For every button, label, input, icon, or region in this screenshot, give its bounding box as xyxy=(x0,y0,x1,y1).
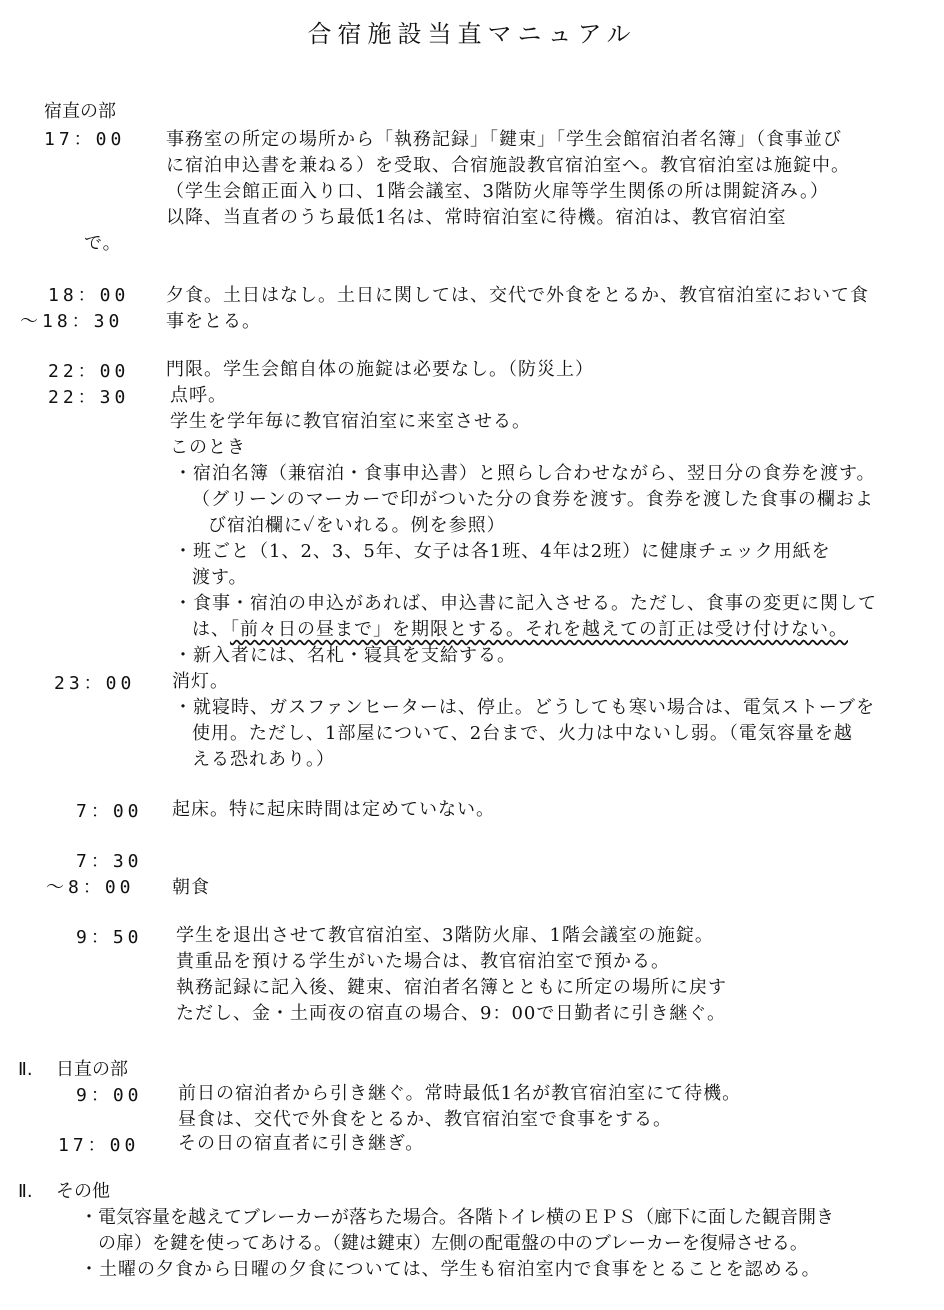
section-heading-other: その他 xyxy=(56,1181,110,1202)
time-0950: 9：50 xyxy=(76,927,143,948)
time-1800: 18：00 xyxy=(48,285,130,306)
time-0730: 7：30 xyxy=(76,851,143,872)
text-line: 夕食。土日はなし。土日に関しては、交代で外食をとるか、教官宿泊室において食 xyxy=(166,285,869,306)
bullet-item: ・土曜の夕食から日曜の夕食については、学生も宿泊室内で食事をとることを認める。 xyxy=(80,1259,821,1280)
text-line: このとき xyxy=(170,437,246,458)
text-segment: は、 xyxy=(192,619,230,640)
text-line: 点呼。 xyxy=(170,385,227,406)
text-line: 執務記録に記入後、鍵束、宿泊者名簿とともに所定の場所に戻す xyxy=(176,977,727,998)
time-0900: 9：00 xyxy=(76,1085,143,1106)
bullet-item: ・就寝時、ガスファンヒーターは、停止。どうしても寒い場合は、電気ストーブを xyxy=(174,697,876,718)
bullet-item: ・班ごと（1、2、3、5年、女子は各1班、4年は2班）に健康チェック用紙を xyxy=(174,541,831,562)
text-line: の扉）を鍵を使ってあける。（鍵は鍵束）左側の配電盤の中のブレーカーを復帰させる。 xyxy=(98,1233,808,1254)
time-2300: 23：00 xyxy=(54,673,136,694)
text-line: 消灯。 xyxy=(172,671,229,692)
section-number-day: Ⅱ. xyxy=(18,1059,33,1080)
text-line: 渡す。 xyxy=(192,567,248,588)
bullet-item: ・新入者には、名札・寝具を支給する。 xyxy=(174,645,516,666)
text-line: 昼食は、交代で外食をとるか、教官宿泊室で食事をする。 xyxy=(178,1109,672,1130)
time-2230: 22：30 xyxy=(48,387,130,408)
time-0800: ～8：00 xyxy=(46,877,135,898)
time-1830: ～18：30 xyxy=(20,311,124,332)
text-line: 前日の宿泊者から引き継ぐ。常時最低1名が教官宿泊室にて待機。 xyxy=(178,1083,742,1104)
text-line: 以降、当直者のうち最低1名は、常時宿泊室に待機。宿泊は、教官宿泊室 xyxy=(166,207,787,228)
text-line: える恐れあり。） xyxy=(192,749,335,770)
text-line: 学生を退出させて教官宿泊室、3階防火扉、1階会議室の施錠。 xyxy=(176,925,714,946)
text-line: 朝食 xyxy=(172,877,210,898)
time-1700-day: 17：00 xyxy=(58,1135,140,1156)
deadline-rule-underlined: 「前々日の昼まで」を期限とする。それを越えての訂正は受け付けない。 xyxy=(230,619,848,640)
section-heading-day: 日直の部 xyxy=(56,1059,128,1080)
text-line: 使用。ただし、1部屋について、2台まで、火力は中ないし弱。（電気容量を越 xyxy=(192,723,853,744)
bullet-item: ・食事・宿泊の申込があれば、申込書に記入させる。ただし、食事の変更に関して xyxy=(174,593,877,614)
text-line: び宿泊欄に✓をいれる。例を参照） xyxy=(208,515,506,536)
text-line: その日の宿直者に引き継ぎ。 xyxy=(178,1133,425,1154)
text-line: 学生を学年毎に教官宿泊室に来室させる。 xyxy=(170,411,531,432)
text-line: 起床。特に起床時間は定めていない。 xyxy=(172,799,495,820)
section-number-other: Ⅱ. xyxy=(18,1181,33,1202)
text-line: 事務室の所定の場所から「執務記録」「鍵束」「学生会館宿泊者名簿」（食事並び xyxy=(166,129,842,150)
text-line: 門限。学生会館自体の施錠は必要なし。（防災上） xyxy=(166,359,594,380)
text-line: （グリーンのマーカーで印がついた分の食券を渡す。食券を渡した食事の欄およ xyxy=(192,489,874,510)
text-line: 貴重品を預ける学生がいた場合は、教官宿泊室で預かる。 xyxy=(176,951,670,972)
text-line: ただし、金・土両夜の宿直の場合、9：00で日勤者に引き継ぐ。 xyxy=(176,1003,726,1024)
text-line: に宿泊申込書を兼ねる）を受取、合宿施設教官宿泊室へ。教官宿泊室は施錠中。 xyxy=(166,155,850,176)
time-0700: 7：00 xyxy=(76,801,143,822)
text-line: で。 xyxy=(84,233,122,254)
bullet-item: ・宿泊名簿（兼宿泊・食事申込書）と照らし合わせながら、翌日分の食券を渡す。 xyxy=(174,463,876,484)
document-title: 合宿施設当直マニュアル xyxy=(307,20,637,48)
section-heading-night: 宿直の部 xyxy=(44,101,116,122)
text-line: 事をとる。 xyxy=(166,311,261,332)
time-1700: 17：00 xyxy=(44,129,126,150)
text-line xyxy=(192,618,848,642)
text-line: （学生会館正面入り口、1階会議室、3階防火扉等学生関係の所は開錠済み。） xyxy=(166,181,829,202)
bullet-item: ・電気容量を越えてブレーカーが落ちた場合。各階トイレ横のＥＰＳ（廊下に面した観音開き xyxy=(80,1207,835,1228)
time-2200: 22：00 xyxy=(48,361,130,382)
